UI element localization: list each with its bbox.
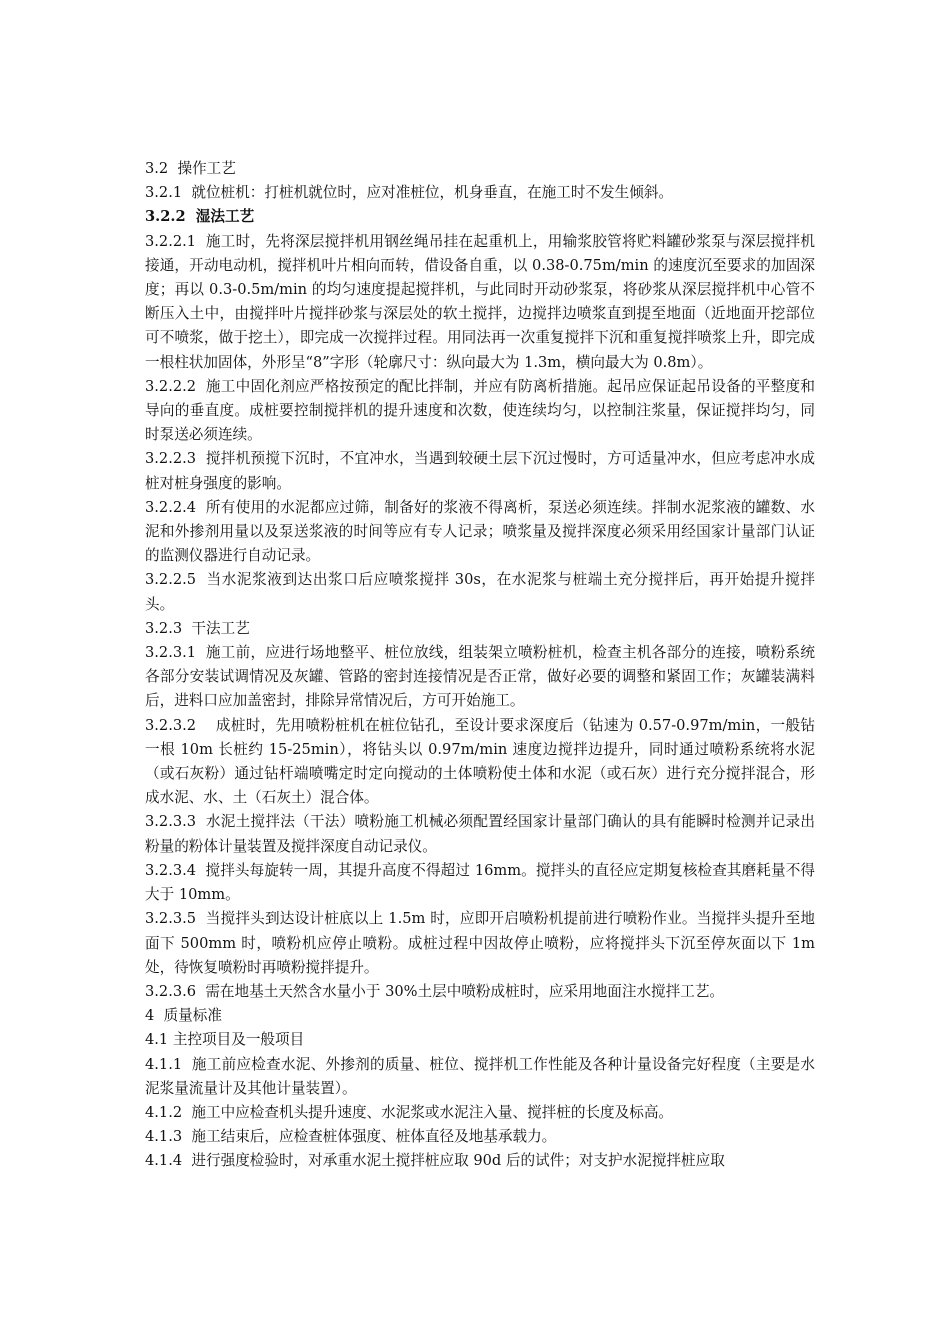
paragraph: 3.2.2.1 施工时，先将深层搅拌机用钢丝绳吊挂在起重机上，用输浆胶管将贮料罐砂浆泵与深层搅拌机接通，开动电动机，搅拌机叶片相向而转，借设备自重，以 0.38-0.75m/min 的速度沉至要求的加固深度；再以 0.3-0.5m/min 的均匀速度提起搅拌机，与此同时开动砂浆泵，将砂浆从深层搅拌机中心管不断压入土中，由搅拌叶片搅拌砂浆与深层处的软土搅拌，边搅拌边喷浆直到提至地面（近地面开挖部位可不喷浆，做于挖土），即完成一次搅拌过程。用同法再一次重复搅拌下沉和重复搅拌喷浆上升，即完成一根柱状加固体，外形呈“8”字形（轮廓尺寸：纵向最大为 1.3m，横向最大为 0.8m）。 [145,232,815,371]
paragraph: 3.2.2 湿法工艺 [145,208,255,226]
paragraph: 3.2.2.2 施工中固化剂应严格按预定的配比拌制，并应有防离析措施。起吊应保证起吊设备的平整度和导向的垂直度。成桩要控制搅拌机的提升速度和次数，使连续均匀，以控制注浆量，保证搅拌均匀，同时泵送必须连续。 [145,377,815,444]
paragraph: 3.2.3.2 成桩时，先用喷粉桩机在桩位钻孔，至设计要求深度后（钻速为 0.57-0.97m/min，一般钻一根 10m 长桩约 15-25min），将钻头以 0.97m/min 速度边搅拌边提升，同时通过喷粉系统将水泥（或石灰粉）通过钻杆端喷嘴定时定向搅动的土体喷粉使土体和水泥（或石灰）进行充分搅拌混合，形成水泥、水、土（石灰土）混合体。 [145,716,815,807]
paragraph: 3.2.3.5 当搅拌头到达设计桩底以上 1.5m 时，应即开启喷粉机提前进行喷粉作业。当搅拌头提升至地面下 500mm 时，喷粉机应停止喷粉。成桩过程中因故停止喷粉，应将搅拌头下沉至停灰面以下 1m 处，待恢复喷粉时再喷粉搅拌提升。 [145,910,820,976]
paragraph: 4.1 主控项目及一般项目 [145,1031,305,1049]
paragraph: 3.2.3.6 需在地基土天然含水量小于 30%土层中喷粉成桩时，应采用地面注水搅拌工艺。 [145,982,725,1000]
paragraph: 3.2.2.5 当水泥浆液到达出浆口后应喷浆搅拌 30s，在水泥浆与桩端土充分搅拌后，再开始提升搅拌头。 [145,571,815,613]
paragraph: 3.2.2.3 搅拌机预搅下沉时，不宜冲水，当遇到较硬土层下沉过慢时，方可适量冲水，但应考虑冲水成桩对桩身强度的影响。 [145,450,815,492]
paragraph: 3.2.3.4 搅拌头每旋转一周，其提升高度不得超过 16mm。搅拌头的直径应定期复核检查其磨耗量不得大于 10mm。 [145,861,815,904]
paragraph: 3.2.3 干法工艺 [145,619,250,637]
paragraph: 4 质量标准 [145,1007,222,1025]
paragraph: 3.2.3.3 水泥土搅拌法（干法）喷粉施工机械必须配置经国家计量部门确认的具有能瞬时检测并记录出粉量的粉体计量装置及搅拌深度自动记录仪。 [145,813,815,855]
paragraph: 4.1.3 施工结束后，应检查桩体强度、桩体直径及地基承载力。 [145,1128,557,1146]
paragraph: 4.1.1 施工前应检查水泥、外掺剂的质量、桩位、搅拌机工作性能及各种计量设备完好程度（主要是水泥浆量流量计及其他计量装置）。 [145,1055,815,1097]
paragraph: 3.2.1 就位桩机：打桩机就位时，应对准桩位，机身垂直，在施工时不发生倾斜。 [145,184,674,202]
paragraph: 4.1.2 施工中应检查机头提升速度、水泥浆或水泥注入量、搅拌桩的长度及标高。 [145,1103,674,1121]
paragraph: 3.2.2.4 所有使用的水泥都应过筛，制备好的浆液不得离析，泵送必须连续。拌制水泥浆液的罐数、水泥和外掺剂用量以及泵送浆液的时间等应有专人记录；喷浆量及搅拌深度必须采用经国家计量部门认证的监测仪器进行自动记录。 [145,498,815,565]
paragraph: 4.1.4 进行强度检验时，对承重水泥土搅拌桩应取 90d 后的试件；对支护水泥搅拌桩应取 [145,1152,725,1170]
paragraph: 3.2.3.1 施工前，应进行场地整平、桩位放线，组装架立喷粉桩机，检查主机各部分的连接，喷粉系统各部分安装试调情况及灰罐、管路的密封连接情况是否正常，做好必要的调整和紧固工作；灰罐装满料后，进料口应加盖密封，排除异常情况后，方可开始施工。 [145,644,815,710]
paragraph: 3.2 操作工艺 [145,160,236,177]
document-body [145,157,820,1174]
